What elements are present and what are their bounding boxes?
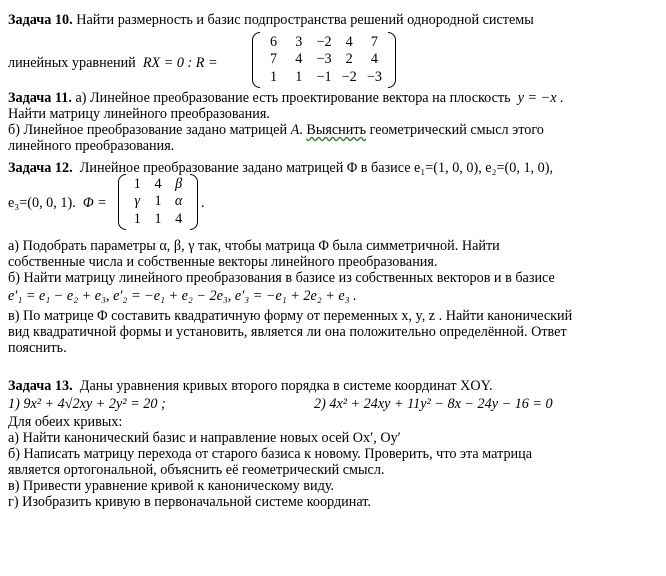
task-13-d: г) Изобразить кривую в первоначальной системе координат. [8,494,371,510]
task-13-a: а) Найти канонический базис и направление новых осей Ox′, Oy′ [8,430,401,446]
task-11-a-line-2: Найти матрицу линейного преобразования. [8,106,270,122]
matrix-cell: β [175,176,183,192]
task-10-line-1 [8,12,534,28]
task-13-line-1 [8,378,660,394]
matrix-cell: 1 [154,210,162,227]
curve-equation-1: 1) 9x² + 4√2xy + 2y² = 20 ; [8,396,166,412]
task-12-b-line-1: б) Найти матрицу линейного преобразования в базисе из собственных векторов и в базисе [8,270,555,286]
task-11-a-equation: y = −x . [517,90,564,106]
task-11-b-line-1 [8,122,660,138]
task-12-c-line-2: вид квадратичной формы и установить, является ли она положительно определённой. Ответ [8,324,567,340]
matrix-cell: 4 [154,176,162,192]
task-11-b-line-2: линейного преобразования. [8,138,175,154]
matrix-cell: 1 [133,176,141,192]
matrix-cell: −3 [366,68,382,85]
task-10-text-2: линейных уравнений [8,55,136,71]
task-12 [8,160,660,378]
left-paren [252,32,260,88]
task-11-b-var: A [290,122,300,138]
task-12-title: Задача 12. [8,160,73,176]
matrix-cell: 6 [270,34,278,50]
task-13-b-line-2: является ортогональной, объяснить её геометрический смысл. [8,462,385,478]
matrix-cell: 1 [295,68,303,85]
task-12-c-line-3: пояснить. [8,340,67,356]
matrix-cell: 3 [295,34,303,50]
task-12-line-1 [8,160,553,176]
matrix-cell: 4 [295,51,303,68]
task-12-a-line-2: собственные числа и собственные векторы линейного преобразования. [8,254,438,270]
matrix-cell: 2 [345,51,353,68]
task-12-basis-e3: e₃=(0, 0, 1). [8,195,76,211]
task-13-both: Для обеих кривых: [8,414,123,430]
task-12-b-basis: e′₁ = e₁ − e₂ + e₃, e′₂ = −e₁ + e₂ − 2e₃, e′₃ = −e₁ + 2e₂ + e₃ . [8,288,357,304]
matrix-cell: 1 [133,210,141,227]
task-10-equation: RX = 0 : R = [142,55,218,71]
task-12-c-line-1: в) По матрице Φ составить квадратичную форму от переменных x, y, z . Найти канонический [8,308,573,324]
left-paren [118,174,126,230]
task-10 [8,4,660,90]
task-10-text: Найти размерность и базис подпространства решений однородной системы [76,12,534,28]
task-11-b-text-2: геометрический смысл этого [366,122,544,138]
task-13-title: Задача 13. [8,378,73,394]
spellcheck-underlined-word: Выяснить [306,122,367,138]
matrix-cell: 4 [370,51,378,68]
task-11-a-text: а) Линейное преобразование есть проектирование вектора на плоскость [75,90,511,106]
task-13-c: в) Привести уравнение кривой к каноническому виду. [8,478,335,494]
task-12-items [8,238,572,356]
task-12-line-2 [8,195,107,211]
matrix-cell: 4 [345,34,353,50]
matrix-phi [118,174,198,230]
right-paren [190,174,198,230]
task-11-title: Задача 11. [8,90,72,106]
document [8,4,660,510]
matrix-cell: −3 [316,51,332,68]
matrix-cell: 7 [370,34,378,50]
task-12-intro: Линейное преобразование задано матрицей Φ в базисе e₁=(1, 0, 0), e₂=(0, 1, 0), [79,160,554,176]
matrix-cell: 1 [270,68,278,85]
matrix-cell: α [174,193,183,210]
task-10-title: Задача 10. [8,12,73,28]
matrix-cell: γ [134,193,141,210]
task-11 [8,90,660,160]
task-12-a-line-1: а) Подобрать параметры α, β, γ так, чтобы матрица Φ была симметричной. Найти [8,238,500,254]
matrix-cell: 4 [175,210,183,227]
curve-equation-2: 2) 4x² + 24xy + 11y² − 8x − 24y − 16 = 0 [314,396,553,412]
matrix-cell: 1 [154,193,162,210]
phi-equals: Φ = [82,195,107,211]
matrix-cell: 7 [270,51,278,68]
matrix-r [252,32,396,88]
matrix-cell: −2 [341,68,357,85]
matrix-cell: −1 [316,68,332,85]
task-11-b-dot: . [299,122,307,138]
task-11-b-text: б) Линейное преобразование задано матрицей [8,122,288,138]
matrix-cell: −2 [316,34,332,50]
task-13-intro: Даны уравнения кривых второго порядка в системе координат XOY. [79,378,493,394]
task-10-line-2 [8,55,218,71]
matrix-phi-dot: . [201,195,205,211]
task-13-b-line-1: б) Написать матрицу перехода от старого базиса к новому. Проверить, что эта матрица [8,446,533,462]
right-paren [388,32,396,88]
task-11-line-1 [8,90,660,106]
task-13 [8,378,660,510]
task-13-equations [8,396,660,414]
